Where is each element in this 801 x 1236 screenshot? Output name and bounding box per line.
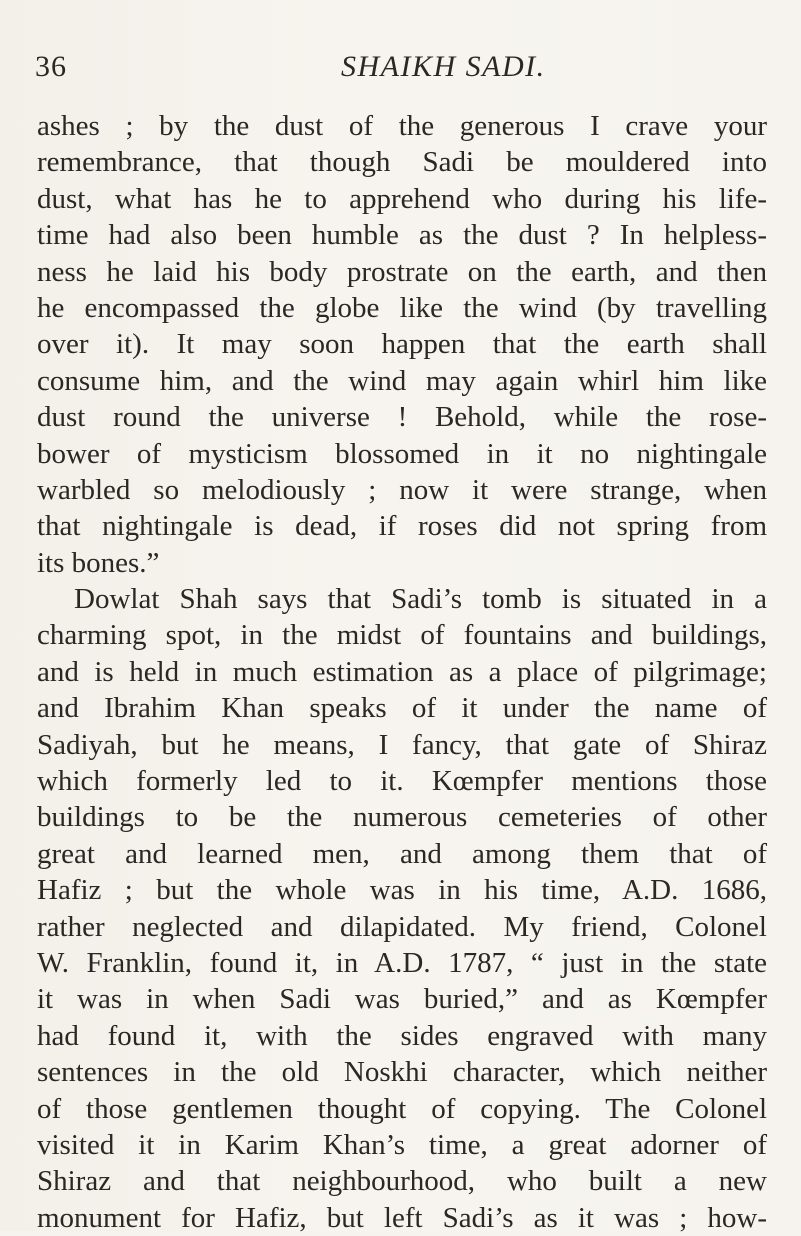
text-line: he encompassed the globe like the wind (by travelling [37,291,767,324]
text-line: it was in when Sadi was buried,” and as Kœmpfer [37,983,767,1016]
text-line: and is held in much estimation as a place of pilgrimage; [37,655,767,688]
text-line: sentences in the old Noskhi character, which neither [37,1056,767,1089]
text-line: W. Franklin, found it, in A.D. 1787, “ just in the state [37,946,767,979]
text-line: of those gentlemen thought of copying. The Colonel [37,1092,767,1125]
text-line: consume him, and the wind may again whirl him like [37,364,767,397]
text-line: time had also been humble as the dust ? In helpless- [37,219,767,252]
text-line: and Ibrahim Khan speaks of it under the name of [37,692,767,725]
text-line: monument for Hafiz, but left Sadi’s as it was ; how- [37,1201,767,1234]
page-number: 36 [35,50,67,83]
text-line: remembrance, that though Sadi be mouldered into [37,146,767,179]
text-line: dust round the universe ! Behold, while the rose- [37,401,767,434]
text-line: Sadiyah, but he means, I fancy, that gate of Shiraz [37,728,767,761]
text-line: dust, what has he to apprehend who during his life- [37,182,767,215]
book-title: SHAIKH SADI. [341,50,546,83]
running-head [35,50,775,90]
text-line: buildings to be the numerous cemeteries of other [37,801,767,834]
text-line: Shiraz and that neighbourhood, who built a new [37,1165,767,1198]
text-line: that nightingale is dead, if roses did not spring from [37,510,767,543]
text-line: visited it in Karim Khan’s time, a great adorner of [37,1128,767,1161]
text-line: Dowlat Shah says that Sadi’s tomb is situated in a [74,583,767,616]
text-line: ness he laid his body prostrate on the earth, and then [37,255,767,288]
text-line: which formerly led to it. Kœmpfer mentions those [37,765,767,798]
text-line: warbled so melodiously ; now it were strange, when [37,473,767,506]
text-line: great and learned men, and among them that of [37,837,767,870]
text-line: bower of mysticism blossomed in it no nightingale [37,437,767,470]
body-text [37,108,767,1236]
text-line: rather neglected and dilapidated. My friend, Colonel [37,910,767,943]
text-line: had found it, with the sides engraved with many [37,1019,767,1052]
text-line: ashes ; by the dust of the generous I crave your [37,110,767,142]
text-line: over it). It may soon happen that the earth shall [37,328,767,361]
text-line: charming spot, in the midst of fountains and buildings, [37,619,767,652]
text-line: Hafiz ; but the whole was in his time, A.D. 1686, [37,874,767,907]
text-line: its bones.” [37,546,160,579]
